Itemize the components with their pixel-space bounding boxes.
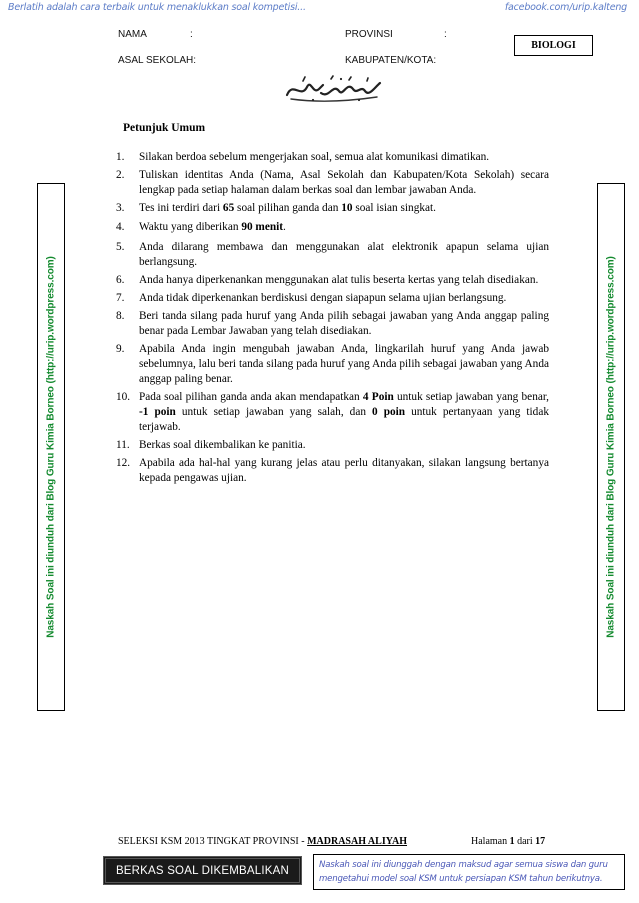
upload-note: Naskah soal ini diunggah dengan maksud agar semua siswa dan guru mengetahui model soal KSM untuk persiapan KSM tahun berikutnya. (313, 854, 625, 890)
kabupaten-kota-label: KABUPATEN/KOTA: (345, 55, 437, 66)
list-item: 3. Tes ini terdiri dari 65 soal pilihan ganda dan 10 soal isian singkat. (116, 202, 436, 214)
asal-sekolah-label: ASAL SEKOLAH: (118, 55, 196, 66)
provinsi-colon: : (444, 29, 447, 40)
return-booklet-notice: BERKAS SOAL DIKEMBALIKAN (103, 856, 302, 885)
list-item: 9. Apabila Anda ingin mengubah jawaban Anda, lingkarilah huruf yang Anda jawab sebelumnya, lalu beri tanda silang pada huruf yang Anda pilih sebagai jawaban yang Anda anggap paling benar. (116, 343, 549, 385)
instructions-title: Petunjuk Umum (123, 122, 206, 134)
list-item: 5. Anda dilarang membawa dan menggunakan alat elektronik apapun selama ujian berlangsung. (116, 241, 549, 268)
left-side-watermark-box (37, 183, 65, 711)
page-number: Halaman 1 dari 17 (471, 836, 546, 847)
list-item: 12. Apabila ada hal-hal yang kurang jelas atau perlu ditanyakan, silakan langsung bertanya kepada pengawas ujian. (116, 457, 549, 484)
subject-badge: BIOLOGI (514, 35, 593, 56)
list-item: 1. Silakan berdoa sebelum mengerjakan soal, semua alat komunikasi dimatikan. (116, 151, 490, 163)
provinsi-label: PROVINSI (345, 29, 393, 40)
list-item: 6. Anda hanya diperkenankan menggunakan alat tulis beserta kertas yang telah disediakan. (116, 274, 539, 286)
top-banner-facebook-link[interactable]: facebook.com/urip.kalteng (504, 2, 627, 13)
nama-colon: : (190, 29, 193, 40)
list-item: 8. Beri tanda silang pada huruf yang Anda pilih sebagai jawaban yang Anda anggap paling benar pada Lembar Jawaban yang telah disediakan. (116, 310, 549, 337)
instructions-list (116, 150, 549, 489)
footer-exam-title: SELEKSI KSM 2013 TINGKAT PROVINSI - MADRASAH ALIYAH (118, 836, 408, 847)
list-item: 7. Anda tidak diperkenankan berdiskusi dengan siapapun selama ujian berlangsung. (116, 292, 507, 304)
basmalah-calligraphy (283, 75, 383, 103)
top-banner-motto: Berlatih adalah cara terbaik untuk menaklukkan soal kompetisi... (8, 2, 306, 13)
right-side-watermark-box (597, 183, 625, 711)
list-item: 4. Waktu yang diberikan 90 menit. (116, 221, 286, 233)
right-side-watermark-text: Naskah Soal ini diunduh dari Blog Guru Kimia Borneo (http://urip.wordpress.com) (605, 256, 617, 638)
list-item: 2. Tuliskan identitas Anda (Nama, Asal Sekolah dan Kabupaten/Kota Sekolah) secara lengkap pada setiap halaman dalam berkas soal dan lembar jawaban Anda. (116, 169, 549, 196)
left-side-watermark-text: Naskah Soal ini diunduh dari Blog Guru Kimia Borneo (http://urip.wordpress.com) (45, 256, 57, 638)
list-item: 10. Pada soal pilihan ganda anda akan mendapatkan 4 Poin untuk setiap jawaban yang benar, -1 poin untuk setiap jawaban yang salah, dan 0 poin untuk pertanyaan yang tidak terjawab. (116, 391, 549, 433)
nama-label: NAMA (118, 29, 147, 40)
list-item: 11. Berkas soal dikembalikan ke panitia. (116, 439, 306, 451)
